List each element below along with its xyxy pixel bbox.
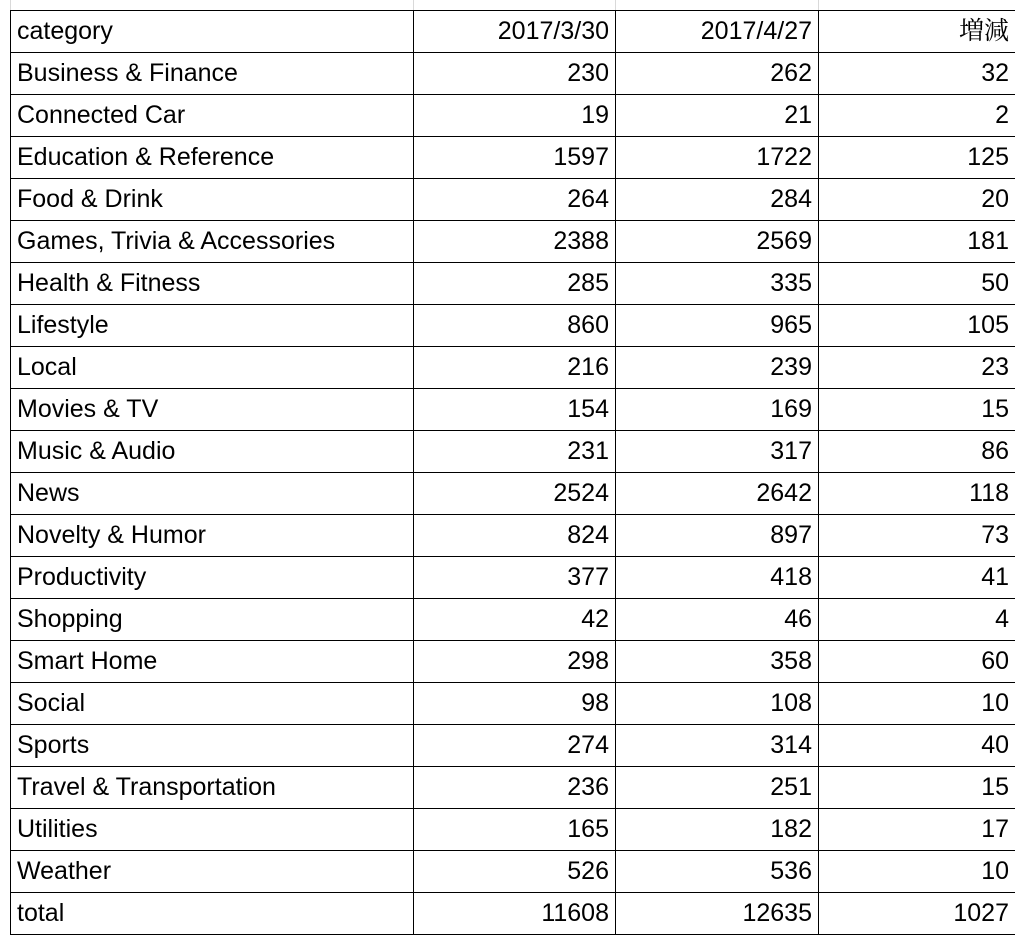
value-cell-date-1[interactable]: 42: [414, 599, 616, 641]
value-cell-date-1[interactable]: 154: [414, 389, 616, 431]
change-cell[interactable]: 15: [819, 767, 1016, 809]
value-cell-date-2[interactable]: 108: [616, 683, 819, 725]
change-cell[interactable]: 86: [819, 431, 1016, 473]
value-cell-date-1[interactable]: 230: [414, 53, 616, 95]
value-cell-date-2[interactable]: 314: [616, 725, 819, 767]
category-cell[interactable]: Lifestyle: [11, 305, 414, 347]
column-header-strip: [0, 0, 1024, 10]
value-cell-date-2[interactable]: 21: [616, 95, 819, 137]
table-row: [11, 95, 1016, 137]
change-cell[interactable]: 17: [819, 809, 1016, 851]
value-cell-date-1[interactable]: 264: [414, 179, 616, 221]
category-cell[interactable]: Utilities: [11, 809, 414, 851]
change-cell[interactable]: 4: [819, 599, 1016, 641]
value-cell-date-1[interactable]: 19: [414, 95, 616, 137]
total-cell-date-1[interactable]: 11608: [414, 893, 616, 935]
sheet-right-margin: [1015, 0, 1024, 938]
value-cell-date-2[interactable]: 536: [616, 851, 819, 893]
value-cell-date-2[interactable]: 284: [616, 179, 819, 221]
change-cell[interactable]: 20: [819, 179, 1016, 221]
change-cell[interactable]: 50: [819, 263, 1016, 305]
table-row: [11, 851, 1016, 893]
category-cell[interactable]: Games, Trivia & Accessories: [11, 221, 414, 263]
category-cell[interactable]: Education & Reference: [11, 137, 414, 179]
category-cell[interactable]: Productivity: [11, 557, 414, 599]
change-cell[interactable]: 32: [819, 53, 1016, 95]
change-cell[interactable]: 105: [819, 305, 1016, 347]
value-cell-date-2[interactable]: 46: [616, 599, 819, 641]
value-cell-date-2[interactable]: 262: [616, 53, 819, 95]
table-row: [11, 179, 1016, 221]
column-divider: [413, 0, 414, 10]
value-cell-date-1[interactable]: 824: [414, 515, 616, 557]
table-row: [11, 305, 1016, 347]
category-cell[interactable]: Food & Drink: [11, 179, 414, 221]
change-cell[interactable]: 2: [819, 95, 1016, 137]
table-row: [11, 263, 1016, 305]
header-cell-category[interactable]: category: [11, 11, 414, 53]
total-label-cell[interactable]: total: [11, 893, 414, 935]
value-cell-date-1[interactable]: 2388: [414, 221, 616, 263]
value-cell-date-2[interactable]: 317: [616, 431, 819, 473]
value-cell-date-1[interactable]: 231: [414, 431, 616, 473]
table-body: [11, 11, 1016, 935]
value-cell-date-2[interactable]: 335: [616, 263, 819, 305]
value-cell-date-2[interactable]: 418: [616, 557, 819, 599]
change-cell[interactable]: 118: [819, 473, 1016, 515]
category-cell[interactable]: Health & Fitness: [11, 263, 414, 305]
value-cell-date-1[interactable]: 236: [414, 767, 616, 809]
header-cell-date-1[interactable]: 2017/3/30: [414, 11, 616, 53]
change-cell[interactable]: 41: [819, 557, 1016, 599]
change-cell[interactable]: 10: [819, 683, 1016, 725]
category-cell[interactable]: Novelty & Humor: [11, 515, 414, 557]
header-row: [11, 11, 1016, 53]
table-row: [11, 725, 1016, 767]
header-cell-change[interactable]: 増減: [819, 11, 1016, 53]
change-cell[interactable]: 73: [819, 515, 1016, 557]
table-row: [11, 599, 1016, 641]
table-row: [11, 137, 1016, 179]
change-cell[interactable]: 40: [819, 725, 1016, 767]
value-cell-date-2[interactable]: 169: [616, 389, 819, 431]
category-cell[interactable]: Weather: [11, 851, 414, 893]
category-cell[interactable]: Music & Audio: [11, 431, 414, 473]
value-cell-date-1[interactable]: 98: [414, 683, 616, 725]
table-row: [11, 767, 1016, 809]
value-cell-date-1[interactable]: 860: [414, 305, 616, 347]
table-row: [11, 221, 1016, 263]
table-row: [11, 809, 1016, 851]
change-cell[interactable]: 60: [819, 641, 1016, 683]
value-cell-date-1[interactable]: 285: [414, 263, 616, 305]
value-cell-date-1[interactable]: 165: [414, 809, 616, 851]
value-cell-date-2[interactable]: 182: [616, 809, 819, 851]
category-cell[interactable]: Local: [11, 347, 414, 389]
value-cell-date-1[interactable]: 1597: [414, 137, 616, 179]
table-row: [11, 641, 1016, 683]
category-cell[interactable]: News: [11, 473, 414, 515]
change-cell[interactable]: 15: [819, 389, 1016, 431]
value-cell-date-2[interactable]: 251: [616, 767, 819, 809]
value-cell-date-1[interactable]: 298: [414, 641, 616, 683]
value-cell-date-2[interactable]: 965: [616, 305, 819, 347]
column-divider: [818, 0, 819, 10]
category-cell[interactable]: Travel & Transportation: [11, 767, 414, 809]
value-cell-date-2[interactable]: 2569: [616, 221, 819, 263]
table-row: [11, 473, 1016, 515]
value-cell-date-2[interactable]: 358: [616, 641, 819, 683]
change-cell[interactable]: 181: [819, 221, 1016, 263]
table-row: [11, 389, 1016, 431]
change-cell[interactable]: 23: [819, 347, 1016, 389]
value-cell-date-1[interactable]: 526: [414, 851, 616, 893]
total-change-cell[interactable]: 1027: [819, 893, 1016, 935]
category-cell[interactable]: Shopping: [11, 599, 414, 641]
value-cell-date-2[interactable]: 1722: [616, 137, 819, 179]
value-cell-date-2[interactable]: 2642: [616, 473, 819, 515]
change-cell[interactable]: 125: [819, 137, 1016, 179]
value-cell-date-1[interactable]: 2524: [414, 473, 616, 515]
column-divider: [615, 0, 616, 10]
value-cell-date-1[interactable]: 216: [414, 347, 616, 389]
category-cell[interactable]: Movies & TV: [11, 389, 414, 431]
data-table: [10, 10, 1016, 935]
table-row: [11, 347, 1016, 389]
value-cell-date-2[interactable]: 897: [616, 515, 819, 557]
table-row: [11, 683, 1016, 725]
table-row: [11, 557, 1016, 599]
category-cell[interactable]: Sports: [11, 725, 414, 767]
change-cell[interactable]: 10: [819, 851, 1016, 893]
category-cell[interactable]: Social: [11, 683, 414, 725]
table-row: [11, 53, 1016, 95]
table-row: [11, 431, 1016, 473]
header-cell-date-2[interactable]: 2017/4/27: [616, 11, 819, 53]
value-cell-date-1[interactable]: 274: [414, 725, 616, 767]
category-cell[interactable]: Smart Home: [11, 641, 414, 683]
category-cell[interactable]: Connected Car: [11, 95, 414, 137]
total-cell-date-2[interactable]: 12635: [616, 893, 819, 935]
value-cell-date-1[interactable]: 377: [414, 557, 616, 599]
value-cell-date-2[interactable]: 239: [616, 347, 819, 389]
column-divider: [10, 0, 11, 10]
table-row: [11, 515, 1016, 557]
total-row: [11, 893, 1016, 935]
category-cell[interactable]: Business & Finance: [11, 53, 414, 95]
